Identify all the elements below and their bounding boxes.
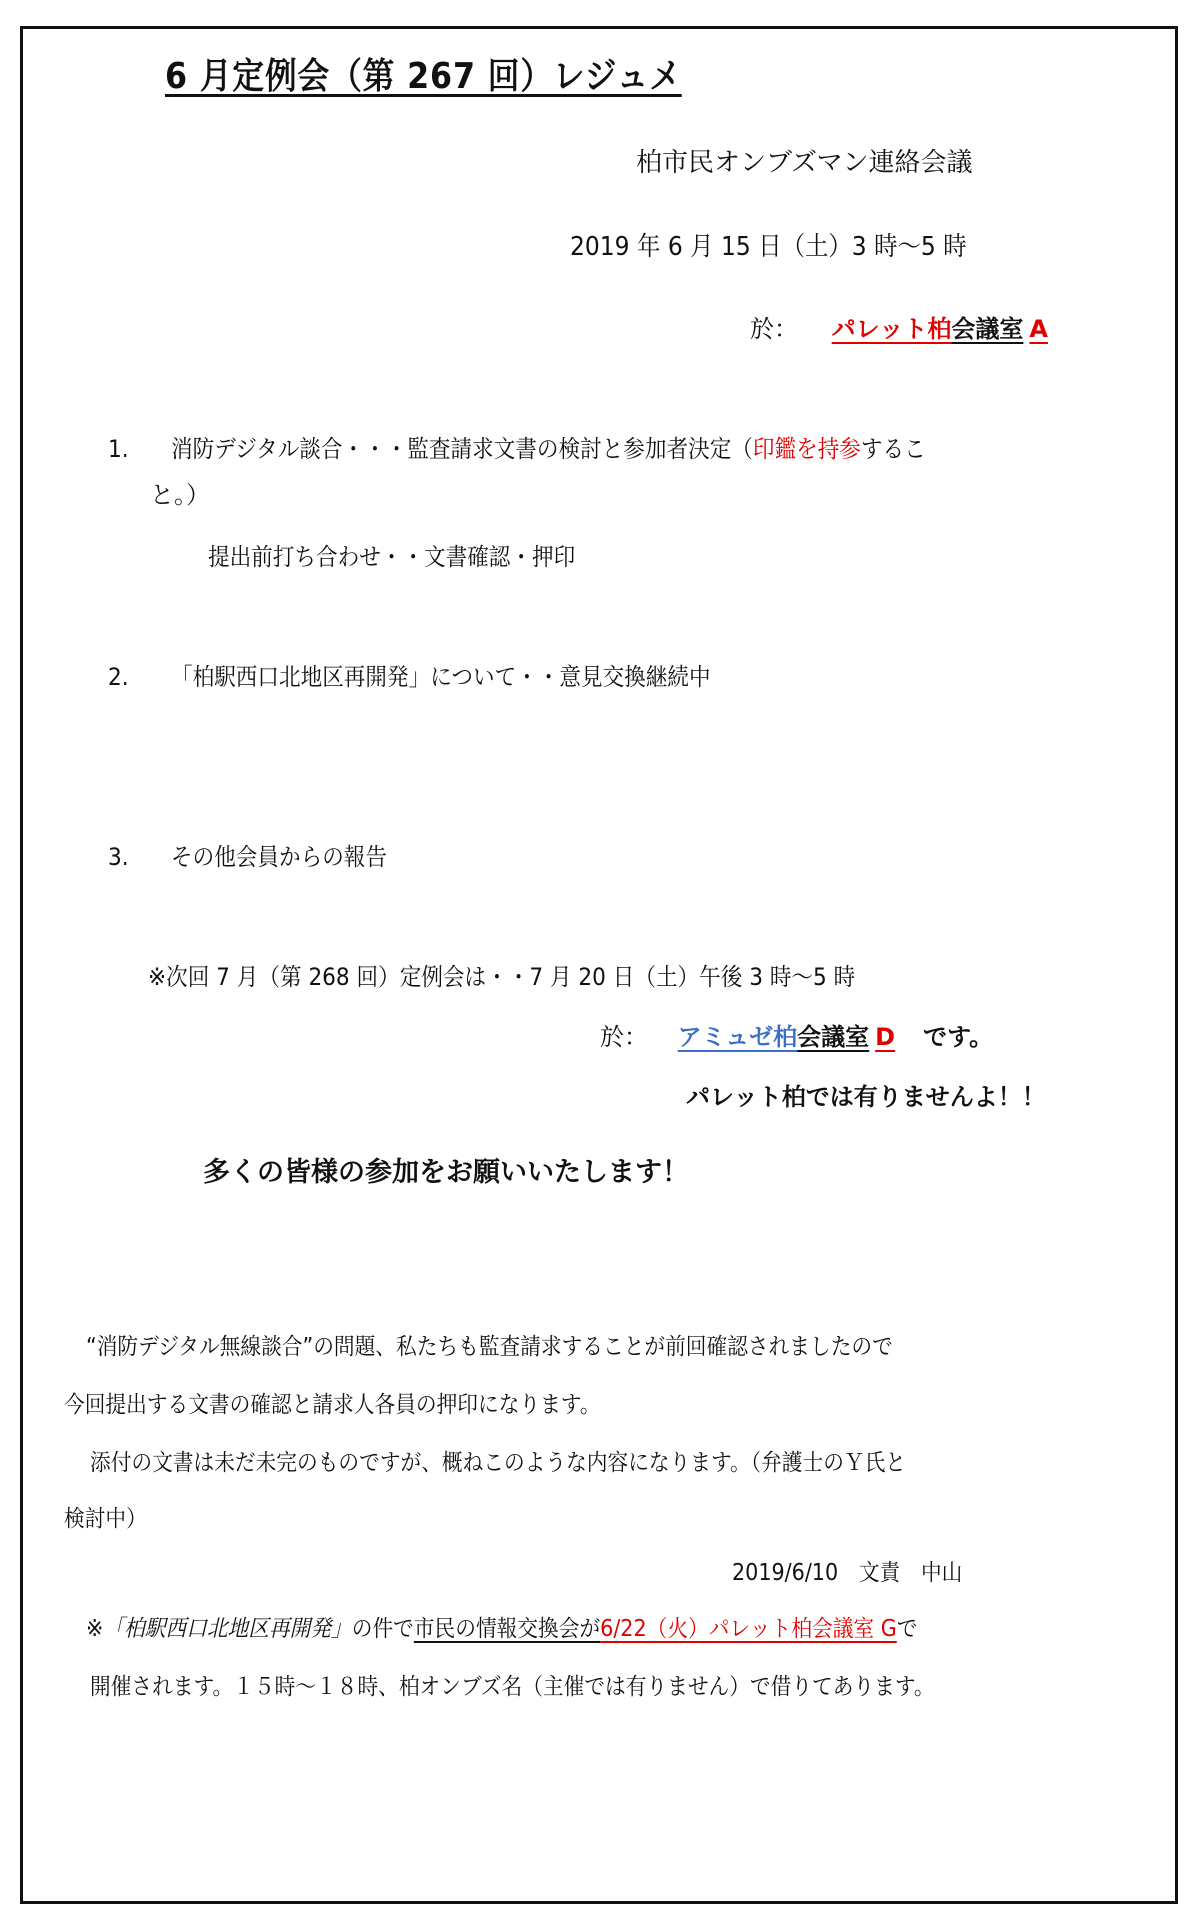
venue-room: A <box>1029 315 1048 343</box>
agenda-item-2 <box>108 662 711 692</box>
notes-p3-end: で <box>896 1616 918 1642</box>
signature: 2019/6/10 文責 中山 <box>732 1560 963 1586</box>
notes-paragraph-3-line-1 <box>86 1614 917 1644</box>
next-meeting-info: ※次回 7 月（第 268 回）定例会は・・7 月 20 日（土）午後 3 時～5 時 <box>148 963 856 991</box>
bring-seal-note: 印鑑を持参 <box>752 435 861 463</box>
agenda-item-1-sub: 提出前打ち合わせ・・文書確認・押印 <box>208 543 576 571</box>
notes-paragraph-2-line-2: 検討中） <box>64 1506 147 1532</box>
agenda-text-1: 消防デジタル談合・・・監査請求文書の検討と参加者決定（ <box>171 435 753 463</box>
notes-paragraph-2-line-1: 添付の文書は未だ未完のものですが、概ねこのような内容になります。（弁護士のＹ氏と <box>90 1450 907 1476</box>
document-title: 6 月定例会（第 267 回）レジュメ <box>165 56 682 97</box>
agenda-text-2: 「柏駅西口北地区再開発」について・・意見交換継続中 <box>171 663 711 691</box>
venue-prefix: 於： <box>750 315 798 343</box>
next-meeting-venue <box>600 1022 993 1052</box>
agenda-number-1: 1. <box>108 435 129 463</box>
agenda-item-1 <box>108 434 926 464</box>
redevelopment-reference: 「柏駅西口北地区再開発」 <box>103 1616 352 1642</box>
organization-name: 柏市民オンブズマン連絡会議 <box>636 148 973 178</box>
notes-paragraph-1-line-2: 今回提出する文書の確認と請求人各員の押印になります。 <box>64 1392 601 1418</box>
meeting-venue <box>750 314 1048 344</box>
info-exchange-text: 市民の情報交換会が <box>413 1616 601 1642</box>
notes-paragraph-1-line-1: “消防デジタル無線談合”の問題、私たちも監査請求することが前回確認されましたので <box>86 1334 893 1360</box>
agenda-number-3: 3. <box>108 843 129 871</box>
note-marker: ※ <box>86 1616 104 1642</box>
agenda-item-3 <box>108 842 387 872</box>
next-venue-part1: アミュゼ柏 <box>677 1023 798 1051</box>
agenda-text-3: その他会員からの報告 <box>171 843 387 871</box>
venue-warning: パレット柏では有りませんよ！！ <box>686 1083 1046 1111</box>
agenda-item-1-continuation: と。） <box>150 481 210 509</box>
info-exchange-date-venue: 6/22（火）パレット柏会議室 G <box>600 1616 897 1642</box>
agenda-text-1-end: するこ <box>860 435 926 463</box>
call-to-action: 多くの皆様の参加をお願いいたします！ <box>203 1157 689 1188</box>
venue-name-part2: 会議室 <box>951 315 1024 343</box>
next-venue-prefix: 於： <box>600 1023 648 1051</box>
next-venue-part2: 会議室 <box>797 1023 870 1051</box>
agenda-number-2: 2. <box>108 663 129 691</box>
next-venue-suffix: です。 <box>923 1023 994 1051</box>
next-venue-room: D <box>875 1023 896 1051</box>
meeting-datetime: 2019 年 6 月 15 日（土）3 時～5 時 <box>570 232 967 262</box>
notes-paragraph-3-line-2: 開催されます。１５時～１８時、柏オンブズ名（主催では有りません）で借りてあります。 <box>90 1674 935 1700</box>
venue-name-part1: パレット柏 <box>831 315 952 343</box>
notes-p3-mid: の件で <box>351 1616 414 1642</box>
